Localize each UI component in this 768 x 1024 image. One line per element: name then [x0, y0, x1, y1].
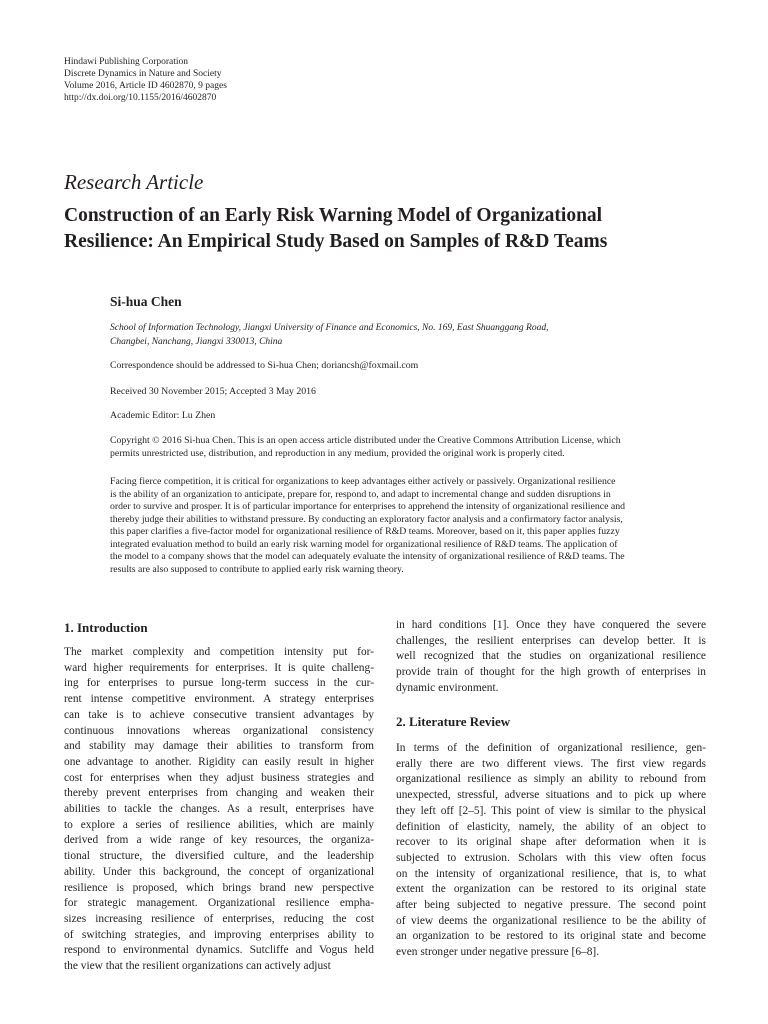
introduction-body	[64, 645, 374, 975]
academic-editor: Academic Editor: Lu Zhen	[110, 410, 216, 421]
abstract-line: the model to a company shows that the model can adequately evaluate the intensity of organizational resilience of R&D teams. The	[110, 551, 625, 562]
abstract	[110, 476, 706, 576]
text-line: of view deems the organizational resilience to be the ability of	[396, 914, 706, 927]
text-line: ing for enterprises to pursue long-term success in the cur-	[64, 677, 374, 690]
affiliation-line: Changbei, Nanchang, Jiangxi 330013, China	[110, 336, 283, 347]
text-line: and stability may damage their abilities to transform from	[64, 740, 374, 753]
text-line: In terms of the definition of organizational resilience, gen-	[396, 742, 706, 754]
text-line: definition of elasticity, namely, the ability of an object to	[396, 820, 706, 833]
copyright-line: Copyright © 2016 Si-hua Chen. This is an open access article distributed under the Creative Commons Attribution License, which	[110, 435, 621, 446]
text-line: subjected to extrusion. Scholars with this view often focus	[396, 851, 706, 864]
correspondence: Correspondence should be addressed to Si-hua Chen; doriancsh@foxmail.com	[110, 360, 419, 371]
author-name: Si-hua Chen	[110, 294, 182, 309]
text-line: can take is to achieve consecutive transient advantages by	[64, 708, 374, 721]
title-line: Construction of an Early Risk Warning Model of Organizational	[64, 205, 603, 226]
text-line: organizational resilience as simply an ability to rebound from	[396, 773, 706, 786]
text-line: erally there are two different views. The first view regards	[396, 757, 706, 770]
journal-line: Discrete Dynamics in Nature and Society	[64, 69, 222, 79]
text-line: the view that the resilient organizations can actively adjust	[64, 960, 331, 973]
abstract-line: this paper clarifies a five-factor model for organizational resilience of R&D teams. Moreover, based on it, this paper applies fuzzy	[110, 526, 620, 537]
text-line: cost for enterprises when they adjust business strategies and	[64, 771, 374, 784]
text-line: ward higher requirements for enterprises. It is quite challeng-	[64, 661, 374, 674]
article-type: Research Article	[64, 170, 204, 194]
volume-line: Volume 2016, Article ID 4602870, 9 pages	[64, 81, 227, 91]
title-line: Resilience: An Empirical Study Based on Samples of R&D Teams	[64, 231, 608, 252]
abstract-line: thereby judge their abilities to withstand pressure. By conducting an exploratory factor analysis and a confirmatory factor analysis,	[110, 513, 623, 525]
text-line: in hard conditions [1]. Once they have conquered the severe	[396, 619, 706, 631]
text-line: after being subjected to negative pressure. The second point	[396, 899, 706, 912]
text-line: provide train of thought for the high growth of enterprises in	[396, 666, 706, 679]
paper-title	[64, 203, 607, 255]
copyright-line: permits unrestricted use, distribution, and reproduction in any medium, provided the original work is properly cited.	[110, 447, 565, 459]
text-line: derived from a wide range of key resources, the organiza-	[64, 834, 374, 847]
text-line: unexpected, stressful, adverse situations and to pick up where	[396, 789, 706, 802]
text-line: an organization to be restored to its original state and become	[396, 930, 706, 943]
text-line: even stronger under negative pressure [6–8].	[396, 946, 600, 959]
abstract-line: Facing fierce competition, it is critical for organizations to keep advantages either actively or passively. Organizational resilience	[110, 476, 616, 487]
text-line: recover to its original shape after deformation when it is	[396, 836, 706, 849]
journal-header	[64, 56, 227, 104]
text-line: sizes increasing resilience of enterprises, reducing the cost	[64, 912, 374, 925]
text-line: respond to environmental dynamics. Sutcliffe and Vogus held	[64, 944, 374, 957]
text-line: rent intense competitive environment. A strategy enterprises	[64, 693, 374, 706]
section-heading-literature-review: 2. Literature Review	[396, 714, 511, 729]
abstract-line: results are also supposed to contribute to applied early risk warning theory.	[110, 563, 404, 575]
text-line: extent the organization can be restored to its original state	[396, 883, 706, 896]
abstract-line: order to survive and prosper. It is of particular importance for enterprises to apprehend the intensity of organizational resilience and	[110, 501, 626, 512]
text-line: they left off [2–5]. This point of view is similar to the physical	[396, 804, 706, 817]
text-line: challenges, the resilient enterprises can develop better. It is	[396, 634, 706, 647]
affiliation-line: School of Information Technology, Jiangxi University of Finance and Economics, No. 169, East Shuanggang Road,	[110, 323, 549, 333]
received-accepted-dates: Received 30 November 2015; Accepted 3 May 2016	[110, 386, 316, 397]
text-line: to explore a series of resilience abilities, which are mainly	[64, 818, 374, 831]
text-line: The market complexity and competition intensity put for-	[64, 646, 374, 658]
text-line: resilience is proposed, which brings brand new perspective	[64, 881, 374, 894]
text-line: on the intensity of organizational resilience, that is, to what	[396, 867, 706, 880]
copyright-notice	[110, 435, 706, 460]
text-line: for strategic management. Organizational resilience empha-	[64, 897, 374, 910]
text-line: one advantage to another. Rigidity can easily result in higher	[64, 755, 374, 768]
text-line: dynamic environment.	[396, 681, 499, 694]
text-line: continuous innovations whereas organizational consistency	[64, 724, 374, 737]
text-line: of switching strategies, and improving enterprises ability to	[64, 928, 374, 941]
text-line: abilities to tackle the changes. As a result, enterprises have	[64, 803, 374, 816]
section-heading-introduction: 1. Introduction	[64, 620, 148, 635]
text-line: thereby prevent enterprises from changing and weaken their	[64, 787, 374, 800]
text-line: well recognized that the studies on organizational resilience	[396, 650, 706, 663]
text-line: tional structure, the diversified culture, and the leadership	[64, 850, 374, 863]
affiliation	[110, 322, 548, 349]
text-line: ability. Under this background, the concept of organizational	[64, 865, 374, 878]
literature-review-body	[396, 741, 706, 961]
doi-link[interactable]: http://dx.doi.org/10.1155/2016/4602870	[64, 93, 217, 103]
publisher-line: Hindawi Publishing Corporation	[64, 57, 189, 67]
abstract-line: integrated evaluation method to build an early risk warning model for organizational resilience of R&D teams. The application of	[110, 538, 618, 550]
abstract-line: is the ability of an organization to anticipate, prepare for, respond to, and adapt to incremental change and sudden disruptions in	[110, 488, 611, 500]
introduction-continued	[396, 618, 706, 697]
